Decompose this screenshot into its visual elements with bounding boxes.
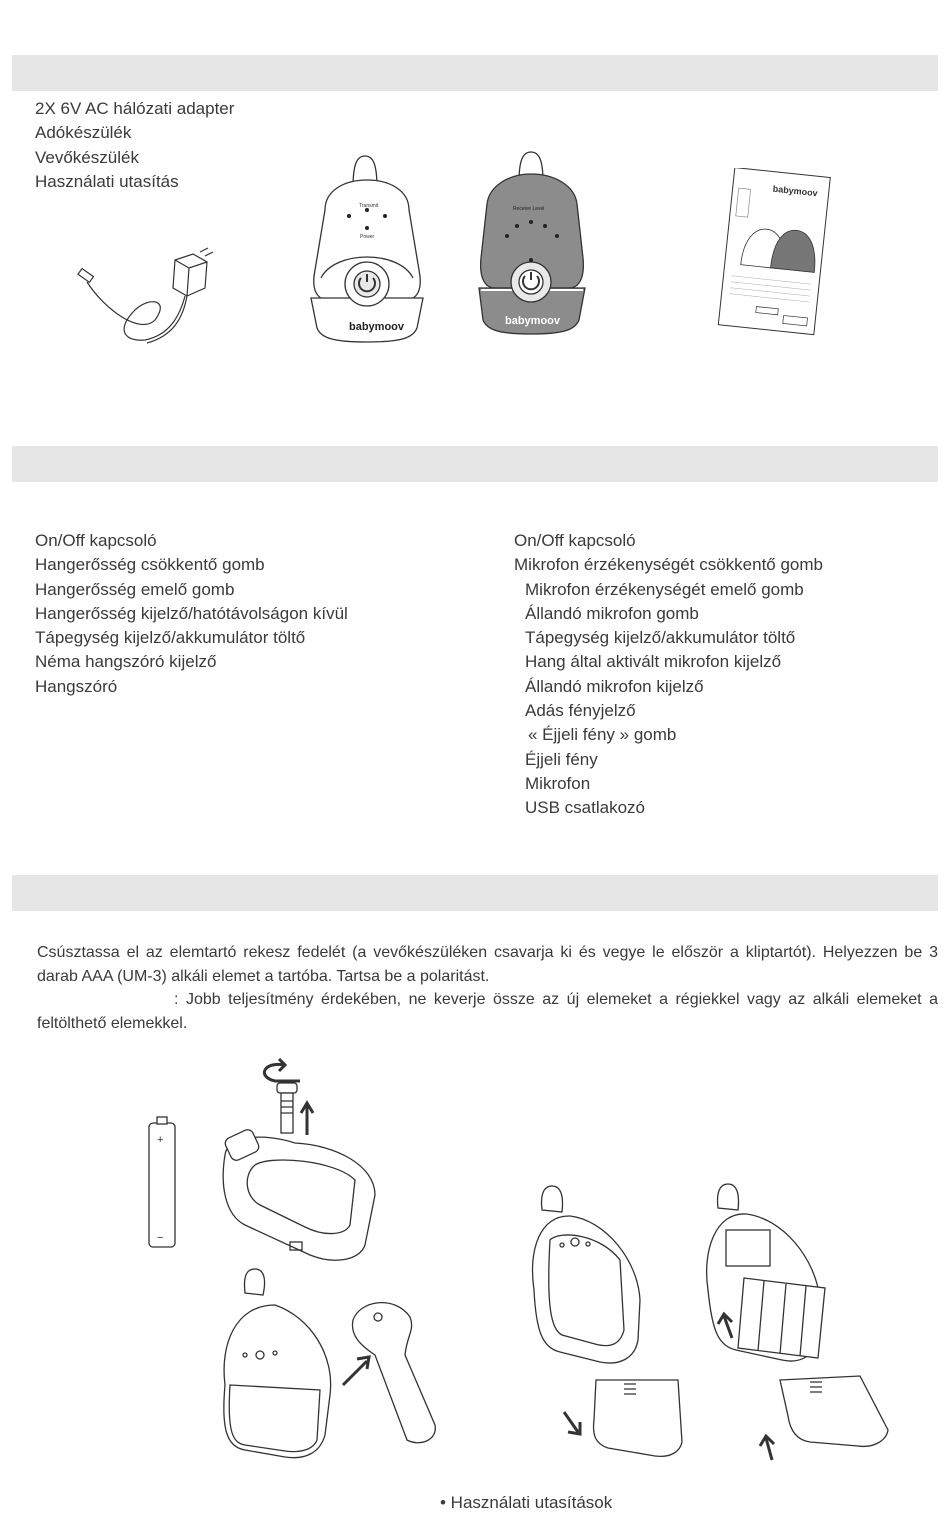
list-item: Hang által aktivált mikrofon kijelző [525,652,782,672]
receive-level-label: Receive Level [513,206,545,212]
baby-unit-parts-list [514,529,823,821]
battery-instruction-text: Csúsztassa el az elemtartó rekesz fedelét (a vevőkészüléken csavarja ki és vegye le először a kliptartót). Helyezzen be 3 darab AAA (UM-3) alkáli elemet a tartóba. Tartsa be a polaritást. [37,944,938,985]
section-header-band-2 [12,446,938,482]
battery-installation-right-illustration [520,1180,900,1470]
battery-instructions [37,941,938,1035]
battery-warning-text: : Jobb teljesítmény érdekében, ne keverje össze az új elemeket a régiekkel vagy az alkáli elemeket a feltölthető elemekkel. [37,991,938,1032]
battery-plus-sign: + [157,1134,164,1146]
brand-logo: babymoov [349,321,405,333]
list-item: Mikrofon érzékenységét csökkentő gomb [514,555,823,575]
list-item: Adás fényjelző [525,701,636,721]
list-item: Vevőkészülék [35,147,139,167]
list-item: Néma hangszóró kijelző [35,652,217,672]
brand-logo: babymoov [772,183,819,199]
list-item: USB csatlakozó [525,798,645,818]
power-label: Power [360,234,375,240]
parent-unit-illustration [475,148,593,338]
list-item: Állandó mikrofon gomb [525,603,699,623]
list-item: On/Off kapcsoló [35,531,157,550]
user-manual-illustration [708,168,838,340]
list-item: Állandó mikrofon kijelző [525,676,704,696]
list-item: Hangerősség csökkentő gomb [35,555,265,575]
list-item: Hangerősség kijelző/hatótávolságon kívül [35,603,348,623]
ac-adapter-illustration [75,240,235,350]
list-item: Hangerősség emelő gomb [35,579,235,599]
list-item: 2X 6V AC hálózati adapter [35,99,235,118]
transmit-label: Transmit [359,203,379,209]
battery-minus-sign: − [157,1232,164,1244]
footer-text: • Használati utasítások [440,1493,613,1512]
list-item: Tápegység kijelző/akkumulátor töltő [525,628,796,648]
list-item: Adókészülék [35,123,132,143]
battery-installation-left-illustration [135,1055,455,1465]
list-item: « Éjjeli fény » gomb [528,725,677,745]
list-item: On/Off kapcsoló [514,531,636,550]
list-item: Mikrofon érzékenységét emelő gomb [525,579,804,599]
section-header-band-1 [12,55,938,91]
package-contents-list [35,97,234,194]
list-item: Mikrofon [525,773,591,793]
list-item: Hangszóró [35,676,118,696]
list-item: Éjjeli fény [525,749,598,769]
section-header-band-3 [12,875,938,911]
list-item: Tápegység kijelző/akkumulátor töltő [35,628,306,648]
list-item: Használati utasítás [35,171,179,191]
brand-logo: babymoov [505,315,561,327]
parent-unit-parts-list [35,529,348,699]
baby-unit-illustration [305,150,430,345]
